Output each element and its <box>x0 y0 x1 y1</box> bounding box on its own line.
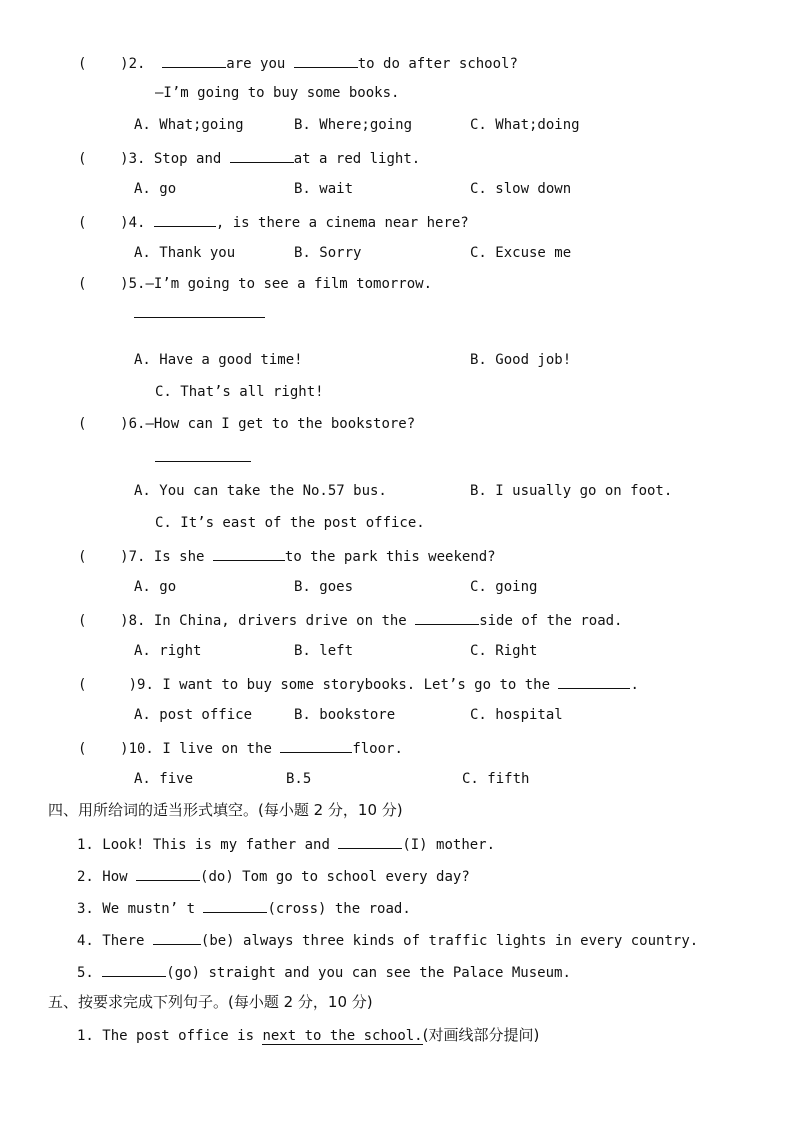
q8-option-a[interactable]: A. right <box>134 643 202 659</box>
blank[interactable] <box>280 737 352 753</box>
q7-option-b[interactable]: B. goes <box>294 579 354 595</box>
instruction-note: (对画线部分提问) <box>422 1026 540 1044</box>
answer-paren[interactable]: ( ) <box>78 215 129 231</box>
question-text: —How can I get to the bookstore? <box>145 416 416 432</box>
q10-option-c[interactable]: C. fifth <box>462 771 530 787</box>
item-number: 1. <box>77 1028 94 1044</box>
section4-heading: 四、用所给词的适当形式填空。(每小题 2 分，10 分) <box>48 801 403 819</box>
blank[interactable] <box>153 929 201 945</box>
blank[interactable] <box>213 545 285 561</box>
blank[interactable] <box>154 211 216 227</box>
answer-paren[interactable]: ( ) <box>78 677 138 693</box>
q4-option-b[interactable]: B. Sorry <box>294 245 362 261</box>
section5-item-1 <box>77 1025 539 1046</box>
item-number: 5. <box>77 965 94 981</box>
item-text: We mustn’ t <box>102 901 196 917</box>
question-number: 3. <box>128 151 146 167</box>
section4-item-3 <box>77 897 411 919</box>
question-text: floor. <box>352 741 403 757</box>
q5-option-a[interactable]: A. Have a good time! <box>134 352 303 368</box>
item-text: Look! This is my father and <box>102 837 330 853</box>
q8-option-c[interactable]: C. Right <box>470 643 538 659</box>
item-text: The post office is <box>102 1028 255 1044</box>
question-text: I want to buy some storybooks. Let’s go to the <box>162 677 551 693</box>
question-text: at a red light. <box>293 151 421 167</box>
question-text: to do after school? <box>357 56 518 72</box>
q9-option-a[interactable]: A. post office <box>134 707 253 723</box>
q2-reply: —I’m going to buy some books. <box>155 85 400 101</box>
answer-paren[interactable]: ( ) <box>78 613 129 629</box>
blank[interactable] <box>558 673 630 689</box>
question-text: —I’m going to see a film tomorrow. <box>145 276 433 292</box>
item-text: How <box>102 869 128 885</box>
q6-line <box>78 414 415 434</box>
answer-paren[interactable]: ( ) <box>78 416 129 432</box>
q3-option-b[interactable]: B. wait <box>294 181 354 197</box>
section5-heading: 五、按要求完成下列句子。(每小题 2 分，10 分) <box>48 993 373 1011</box>
question-number: 5. <box>128 276 146 292</box>
blank[interactable] <box>155 446 251 462</box>
blank[interactable] <box>338 833 402 849</box>
q6-option-a[interactable]: A. You can take the No.57 bus. <box>134 483 387 499</box>
q2-option-c[interactable]: C. What;doing <box>470 117 580 133</box>
q6-answer-line[interactable] <box>155 446 251 468</box>
question-text: side of the road. <box>479 613 623 629</box>
answer-paren[interactable]: ( ) <box>78 151 129 167</box>
q5-answer-line[interactable] <box>134 302 265 324</box>
blank[interactable] <box>294 52 358 68</box>
blank[interactable] <box>230 147 294 163</box>
q7-option-c[interactable]: C. going <box>470 579 538 595</box>
question-number: 4. <box>128 215 146 231</box>
q4-option-c[interactable]: C. Excuse me <box>470 245 572 261</box>
q8-line <box>78 609 622 631</box>
question-number: 8. <box>128 613 146 629</box>
q5-option-c[interactable]: C. That’s all right! <box>155 384 324 400</box>
q6-option-b[interactable]: B. I usually go on foot. <box>470 483 673 499</box>
item-number: 4. <box>77 933 94 949</box>
answer-paren[interactable]: ( ) <box>78 276 129 292</box>
item-text: (be) always three kinds of traffic lights in every country. <box>200 933 699 949</box>
q2-option-b[interactable]: B. Where;going <box>294 117 413 133</box>
item-text: (go) straight and you can see the Palace Museum. <box>166 965 571 981</box>
q10-option-b[interactable]: B.5 <box>286 771 312 787</box>
question-text: are you <box>226 56 286 72</box>
q6-option-c[interactable]: C. It’s east of the post office. <box>155 515 425 531</box>
answer-paren[interactable]: ( ) <box>78 741 129 757</box>
question-number: 10. <box>128 741 154 757</box>
question-number: 7. <box>128 549 146 565</box>
blank[interactable] <box>162 52 226 68</box>
item-number: 2. <box>77 869 94 885</box>
blank[interactable] <box>203 897 267 913</box>
q2-line <box>78 52 518 74</box>
question-text: In China, drivers drive on the <box>153 613 407 629</box>
q9-option-c[interactable]: C. hospital <box>470 707 563 723</box>
q9-option-b[interactable]: B. bookstore <box>294 707 396 723</box>
item-text: There <box>102 933 145 949</box>
q9-line <box>78 673 639 695</box>
question-text: , is there a cinema near here? <box>215 215 469 231</box>
question-number: 2. <box>128 56 146 72</box>
section4-item-5 <box>77 961 571 983</box>
item-text: (cross) the road. <box>267 901 411 917</box>
question-text: I live on the <box>162 741 272 757</box>
blank[interactable] <box>102 961 166 977</box>
question-text: . <box>630 677 639 693</box>
blank[interactable] <box>136 865 200 881</box>
section4-item-1 <box>77 833 495 855</box>
section4-item-2 <box>77 865 470 887</box>
item-number: 1. <box>77 837 94 853</box>
q7-option-a[interactable]: A. go <box>134 579 177 595</box>
q4-option-a[interactable]: A. Thank you <box>134 245 236 261</box>
q10-option-a[interactable]: A. five <box>134 771 194 787</box>
q10-line <box>78 737 403 759</box>
q7-line <box>78 545 496 567</box>
answer-paren[interactable]: ( ) <box>78 549 129 565</box>
question-number: 9. <box>137 677 154 693</box>
q3-option-a[interactable]: A. go <box>134 181 177 197</box>
blank[interactable] <box>134 302 265 318</box>
q2-option-a[interactable]: A. What;going <box>134 117 244 133</box>
q3-option-c[interactable]: C. slow down <box>470 181 572 197</box>
question-text: Is she <box>153 549 205 565</box>
q4-line <box>78 211 469 233</box>
q8-option-b[interactable]: B. left <box>294 643 354 659</box>
item-text: (do) Tom go to school every day? <box>200 869 470 885</box>
item-number: 3. <box>77 901 94 917</box>
q5-line <box>78 274 432 294</box>
underlined-phrase: next to the school. <box>262 1028 423 1044</box>
section4-item-4 <box>77 929 698 951</box>
answer-paren[interactable]: ( ) <box>78 56 129 72</box>
question-text: Stop and <box>153 151 222 167</box>
q3-line <box>78 147 420 169</box>
q5-option-b[interactable]: B. Good job! <box>470 352 572 368</box>
blank[interactable] <box>415 609 479 625</box>
item-text: (I) mother. <box>402 837 496 853</box>
question-text: to the park this weekend? <box>284 549 496 565</box>
question-number: 6. <box>128 416 146 432</box>
